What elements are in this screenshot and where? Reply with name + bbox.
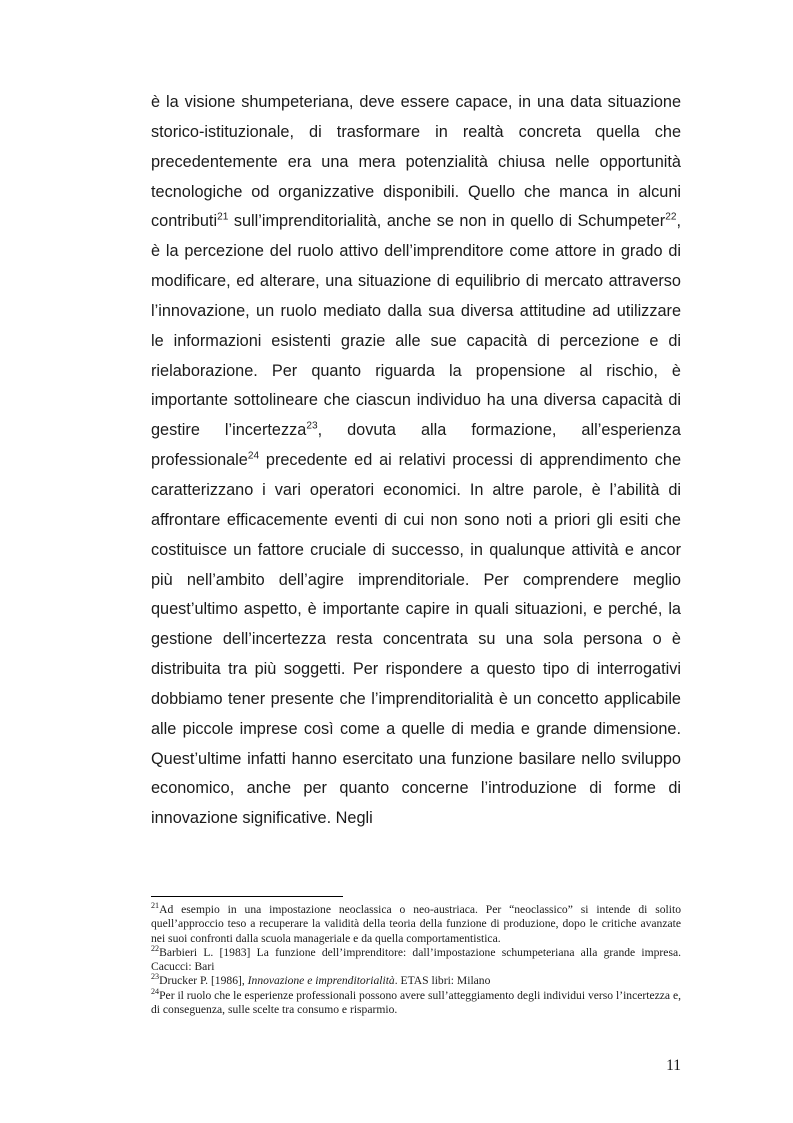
footnote-text: Per il ruolo che le esperienze professionali possono avere sull’atteggiamento degli individui verso l’incertezza e, di conseguenza, sulle scelte tra consumo e risparmio. — [151, 988, 681, 1017]
footnote-22 — [151, 946, 681, 975]
footnote-ref-22: 22 — [665, 211, 677, 223]
footnote-number: 22 — [151, 944, 160, 954]
footnote-ref-21: 21 — [217, 211, 229, 223]
body-text-segment: precedente ed ai relativi processi di apprendimento che caratterizzano i vari operatori economici. In altre parole, è l’abilità di affrontare efficacemente eventi di cui non sono noti a priori gli esiti che costituisce un fattore cruciale di successo, in qualunque attività e ancor più nell’ambito dell’agire imprenditoriale. Per comprendere meglio quest’ultimo aspetto, è importante capire in quali situazioni, e perché, la gestione dell’incertezza resta concentrata su una sola persona o è distribuita tra più soggetti. Per rispondere a questo tipo di interrogativi dobbiamo tener presente che l’imprenditorialità è un concetto applicabile alle piccole imprese così come a quelle di media e grande dimensione. Quest’ultime infatti hanno esercitato una funzione basilare nello sviluppo economico, anche per quanto concerne l’introduzione di forme di innovazione significative. Negli — [151, 451, 681, 828]
footnote-text: . ETAS libri: Milano — [394, 974, 491, 988]
footnote-23 — [151, 974, 681, 988]
footnote-21 — [151, 903, 681, 946]
body-text-segment: , è la percezione del ruolo attivo dell’imprenditore come attore in grado di modificare, ed alterare, una situazione di equilibrio di mercato attraverso l’innovazione, un ruolo mediato dalla sua diversa attitudine ad utilizzare le informazioni esistenti grazie alle sue capacità di percezione e di rielaborazione. Per quanto riguarda la propensione al rischio, è importante sottolineare che ciascun individuo ha una diversa capacità di gestire l’incertezza — [151, 212, 681, 440]
body-text-segment: sull’imprenditorialità, anche se non in quello di Schumpeter — [228, 212, 666, 231]
footnote-text: Ad esempio in una impostazione neoclassica o neo-austriaca. Per “neoclassico” si intende di solito quell’approccio teso a recuperare la validità della teoria della funzione di produzione, dopo le critiche avanzate nei suoi confronti dalla scuola manageriale e da quella comportamentistica. — [151, 903, 681, 945]
footnote-ref-23: 23 — [306, 420, 318, 432]
body-paragraph — [151, 88, 681, 834]
footnote-text: Barbieri L. [1983] La funzione dell’imprenditore: dall’impostazione schumpeteriana alla grande impresa. Cacucci: Bari — [151, 945, 681, 974]
footnotes — [151, 903, 681, 1017]
footnote-text: Drucker P. [1986], — [159, 974, 248, 988]
footnote-number: 23 — [151, 972, 160, 982]
page-number: 11 — [666, 1057, 681, 1074]
footnote-24 — [151, 986, 681, 1018]
footnote-book-title: Innovazione e imprenditorialità — [247, 974, 395, 988]
footnote-ref-24: 24 — [247, 450, 260, 462]
body-text-segment: è la visione shumpeteriana, deve essere capace, in una data situazione storico-istituzionale, di trasformare in realtà concreta quella che precedentemente era una mera potenzialità chiusa nelle opportunità tecnologiche od organizzative disponibili. Quello che manca in alcuni contributi — [151, 93, 681, 231]
footnote-number: 24 — [151, 986, 160, 996]
footnote-number: 21 — [151, 901, 160, 911]
footnote-separator — [151, 896, 343, 897]
body-text-segment: , dovuta alla formazione, all’esperienza professionale — [151, 421, 681, 470]
